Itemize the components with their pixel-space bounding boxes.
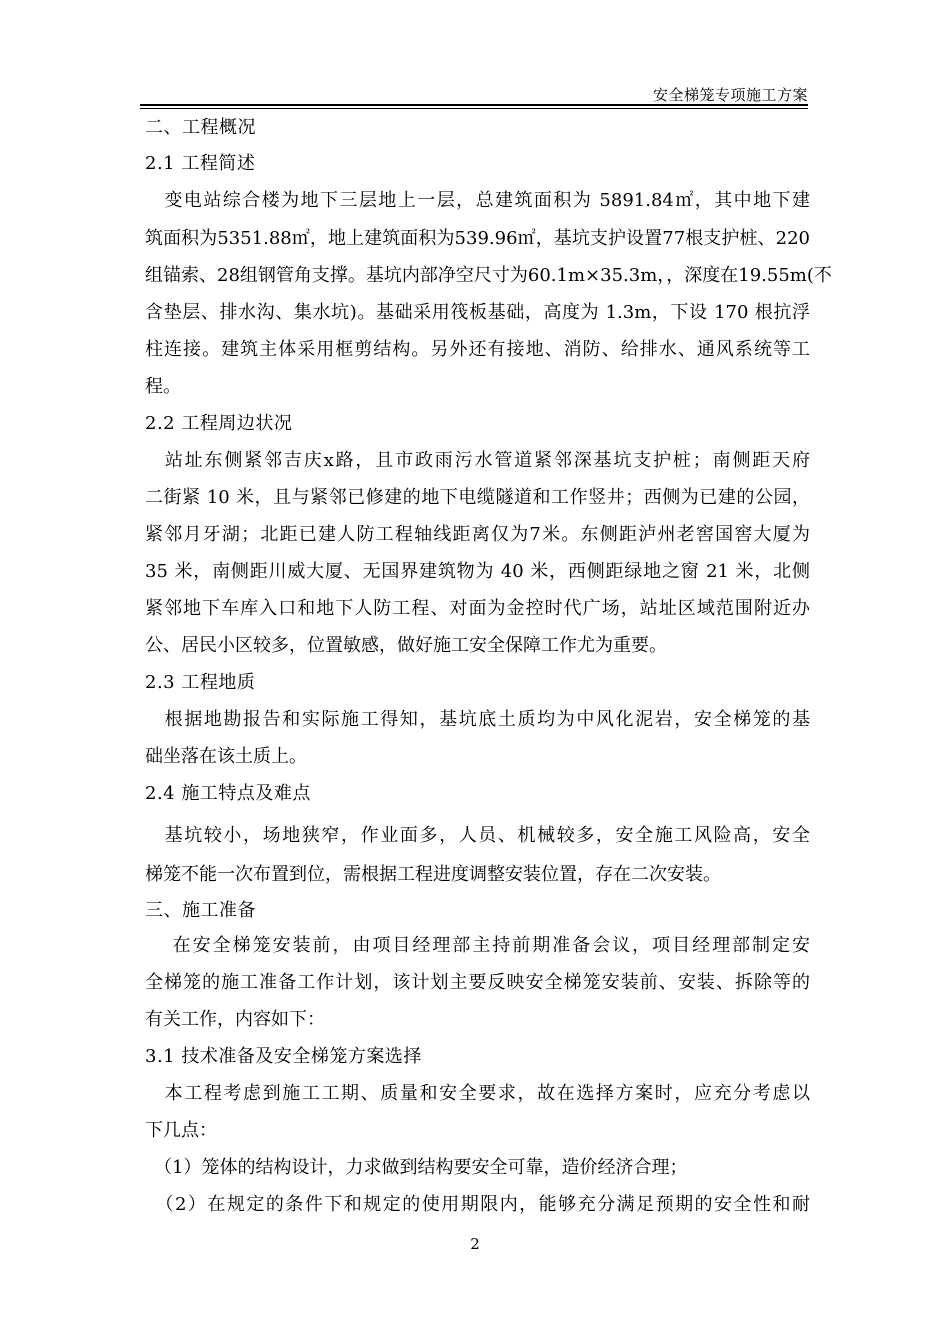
running-header: 安全梯笼专项施工方案 xyxy=(652,86,808,104)
paragraph-line: 紧邻地下车库入口和地下人防工程、对面为金控时代广场，站址区域范围附近办 xyxy=(145,598,810,619)
header-rule xyxy=(140,104,808,106)
paragraph-line: 下几点： xyxy=(145,1120,217,1141)
paragraph-line: 程。 xyxy=(145,376,181,397)
paragraph-line: 本工程考虑到施工工期、质量和安全要求，故在选择方案时，应充分考虑以 xyxy=(145,1083,810,1104)
paragraph-line: 筑面积为5351.88㎡，地上建筑面积为539.96㎡，基坑支护设置77根支护桩、220 xyxy=(145,228,810,249)
paragraph-line: 组锚索、28组钢管角支撑。基坑内部净空尺寸为60.1m×35.3m，，深度在19.55m(不 xyxy=(145,265,832,286)
paragraph-line: 在安全梯笼安装前，由项目经理部主持前期准备会议，项目经理部制定安 xyxy=(145,935,810,956)
page-number: 2 xyxy=(470,1235,480,1253)
paragraph-line: 站址东侧紧邻吉庆x路，且市政雨污水管道紧邻深基坑支护桩；南侧距天府 xyxy=(145,450,810,471)
subsection-heading: 3.1 技术准备及安全梯笼方案选择 xyxy=(145,1046,422,1067)
paragraph-line: 根据地勘报告和实际施工得知，基坑底土质均为中风化泥岩，安全梯笼的基 xyxy=(145,709,810,730)
subsection-heading: 2.2 工程周边状况 xyxy=(145,413,293,434)
paragraph-line: 基坑较小，场地狭窄，作业面多，人员、机械较多，安全施工风险高，安全 xyxy=(145,825,810,846)
paragraph-line: 柱连接。建筑主体采用框剪结构。另外还有接地、消防、给排水、通风系统等工 xyxy=(145,339,810,360)
list-item: （1）笼体的结构设计，力求做到结构要安全可靠，造价经济合理； xyxy=(145,1157,688,1178)
paragraph-line: 变电站综合楼为地下三层地上一层，总建筑面积为 5891.84㎡，其中地下建 xyxy=(145,190,810,211)
paragraph-line: 梯笼不能一次布置到位，需根据工程进度调整安装位置，存在二次安装。 xyxy=(145,864,721,885)
paragraph-line: 公、居民小区较多，位置敏感，做好施工安全保障工作尤为重要。 xyxy=(145,635,667,656)
paragraph-line: 紧邻月牙湖；北距已建人防工程轴线距离仅为7米。东侧距泸州老窖国窖大厦为 xyxy=(145,524,810,545)
paragraph-line: 35 米，南侧距川威大厦、无国界建筑物为 40 米，西侧距绿地之窗 21 米，北侧 xyxy=(145,561,810,582)
paragraph-line: 有关工作，内容如下： xyxy=(145,1009,325,1030)
section-heading: 二、工程概况 xyxy=(145,117,256,138)
paragraph-line: 二街紧 10 米，且与紧邻已修建的地下电缆隧道和工作竖井；西侧为已建的公园， xyxy=(145,487,810,508)
subsection-heading: 2.1 工程简述 xyxy=(145,153,256,174)
section-heading: 三、施工准备 xyxy=(145,900,256,921)
header-rule-thin xyxy=(140,108,808,109)
paragraph-line: 含垫层、排水沟、集水坑)。基础采用筏板基础，高度为 1.3m，下设 170 根抗浮 xyxy=(145,302,810,323)
subsection-heading: 2.4 施工特点及难点 xyxy=(145,783,311,804)
subsection-heading: 2.3 工程地质 xyxy=(145,672,256,693)
paragraph-line: 全梯笼的施工准备工作计划，该计划主要反映安全梯笼安装前、安装、拆除等的 xyxy=(145,972,810,993)
list-item: （2）在规定的条件下和规定的使用期限内，能够充分满足预期的安全性和耐 xyxy=(145,1194,810,1215)
paragraph-line: 础坐落在该土质上。 xyxy=(145,746,307,767)
